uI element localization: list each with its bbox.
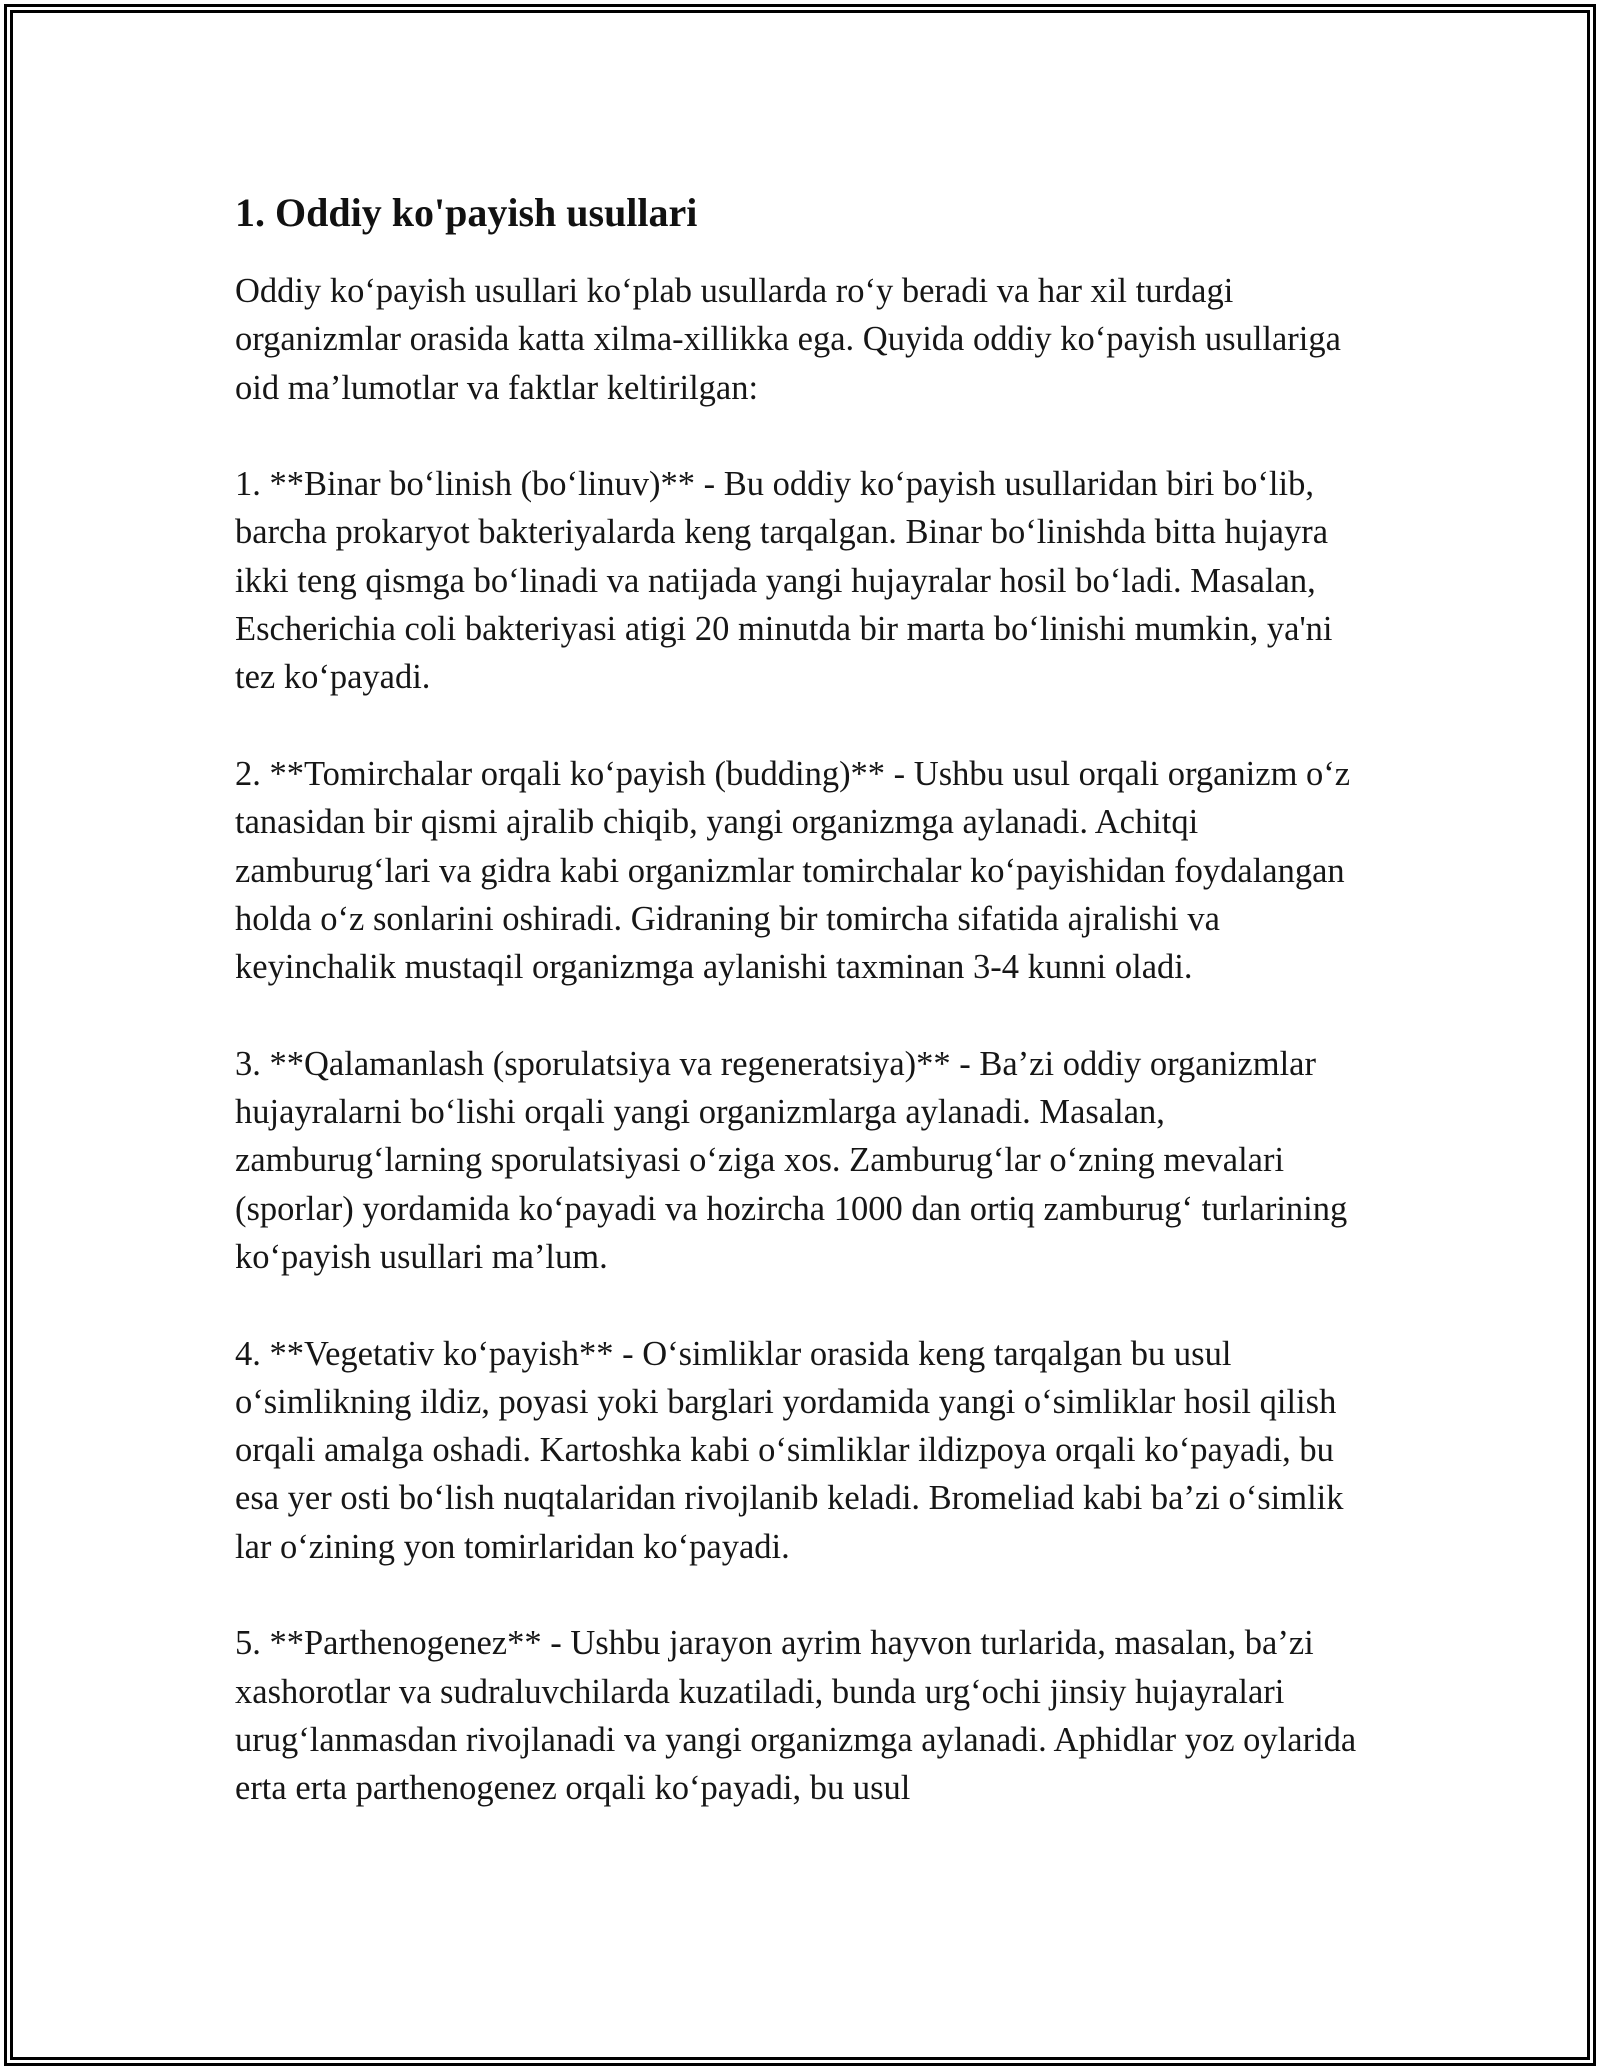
intro-paragraph: Oddiy ko‘payish usullari ko‘plab usullarda ro‘y beradi va har xil turdagi organizmlar orasida katta xilma-xillikka ega. Quyida oddiy ko‘payish usullariga oid ma’lumotlar va faktlar keltirilgan: <box>235 272 1341 407</box>
list-item-budding: 2. **Tomirchalar orqali ko‘payish (budding)** - Ushbu usul orqali organizm o‘z tanasidan bir qismi ajralib chiqib, yangi organizmga aylanadi. Achitqi zamburug‘lari va gidra kabi organizmlar tomirchalar ko‘payishidan foydalangan holda o‘z sonlarini oshiradi. Gidraning bir tomircha sifatida ajralishi va keyinchalik mustaqil organizmga aylanishi taxminan 3-4 kunni oladi. <box>235 754 1351 987</box>
list-item-sporulation: 3. **Qalamanlash (sporulatsiya va regeneratsiya)** - Ba’zi oddiy organizmlar hujayralarni bo‘lishi orqali yangi organizmlarga aylanadi. Masalan, zamburug‘larning sporulatsiyasi o‘ziga xos. Zamburug‘lar o‘zning mevalari (sporlar) yordamida ko‘payadi va hozircha 1000 dan ortiq zamburug‘ turlarining ko‘payish usullari ma’lum. <box>235 1044 1348 1276</box>
list-item-binar: 1. **Binar bo‘linish (bo‘linuv)** - Bu oddiy ko‘payish usullaridan biri bo‘lib, barcha prokaryot bakteriyalarda keng tarqalgan. Binar bo‘linishda bitta hujayra ikki teng qismga bo‘linadi va natijada yangi hujayralar hosil bo‘ladi. Masalan, Escherichia coli bakteriyasi atigi 20 minutda bir marta bo‘linishi mumkin, ya'ni tez ko‘payadi. <box>235 465 1333 697</box>
document-title: 1. Oddiy ko'payish usullari <box>235 190 698 235</box>
list-item-parthenogenesis: 5. **Parthenogenez** - Ushbu jarayon ayrim hayvon turlarida, masalan, ba’zi xashorotlar va sudraluvchilarda kuzatiladi, bunda urg‘ochi jinsiy hujayralari urug‘lanmasdan rivojlanadi va yangi organizmga aylanadi. Aphidlar yoz oylarida erta erta parthenogenez orqali ko‘payadi, bu usul <box>235 1624 1357 1808</box>
document-body <box>235 185 1370 1861</box>
list-item-vegetative: 4. **Vegetativ ko‘payish** - O‘simliklar orasida keng tarqalgan bu usul o‘simlikning ildiz, poyasi yoki barglari yordamida yangi o‘simliklar hosil qilish orqali amalga oshadi. Kartoshka kabi o‘simliklar ildizpoya orqali ko‘payadi, bu esa yer osti bo‘lish nuqtalaridan rivojlanib keladi. Bromeliad kabi ba’zi o‘simlik lar o‘zining yon tomirlaridan ko‘payadi. <box>235 1334 1344 1566</box>
